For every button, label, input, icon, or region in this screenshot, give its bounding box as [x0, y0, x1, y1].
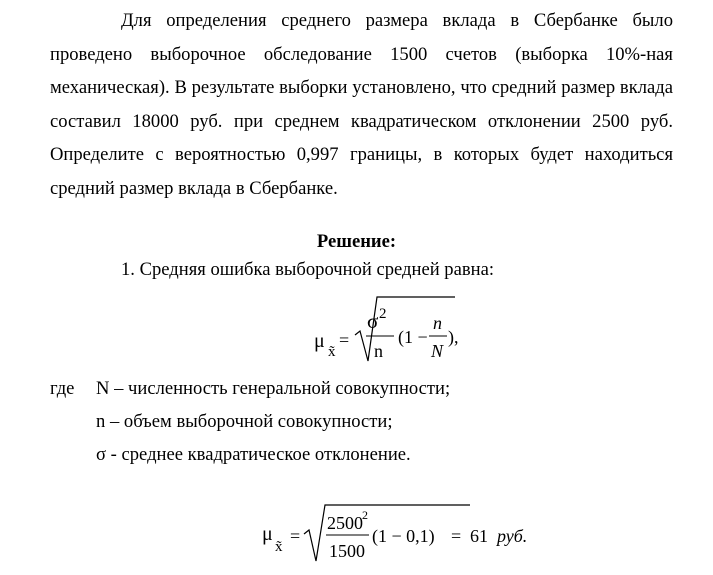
sigma-exponent: 2 — [379, 306, 387, 322]
subscript-x-tilde-2: x̃ — [275, 539, 283, 555]
unit-rub: руб. — [497, 526, 528, 546]
equals-sign-3: = — [451, 526, 462, 546]
subscript-x-tilde: x̃ — [328, 344, 336, 360]
mu-symbol: μ — [314, 330, 325, 352]
def-sigma: σ - среднее квадратическое отклонение. — [96, 444, 411, 465]
paren-open-one-minus: (1 − — [398, 327, 428, 347]
solution-heading: Решение: — [316, 231, 397, 252]
where-word: где — [50, 378, 75, 399]
denominator-1500: 1500 — [329, 541, 365, 561]
paren-close: ), — [448, 327, 459, 347]
numerator-exponent: 2 — [362, 508, 368, 522]
paren-one-minus-point-one: (1 − 0,1) — [372, 526, 435, 546]
equals-sign-2: = — [290, 526, 301, 546]
denominator-n: n — [374, 341, 383, 361]
numerator-2500: 2500 — [327, 513, 363, 533]
def-n: n – объем выборочной совокупности; — [96, 411, 393, 432]
step-1-text: 1. Средняя ошибка выборочной средней равна: — [121, 259, 495, 280]
mu-symbol-2: μ — [262, 523, 273, 545]
sigma-symbol: σ — [367, 309, 379, 333]
problem-text: Для определения среднего размера вклада в Сбербанке было проведено выборочное обследование 1500 счетов (выборка 10%-ная механическая). В результате выборки установлено, что средний размер вклада составил 18000 руб. при среднем квадратическом отклонении 2500 руб. Определите с вероятностью 0,997 границы, в которых будет находиться средний размер вклада в Сбербанке. — [50, 10, 673, 199]
fraction-den-N: N — [431, 341, 444, 361]
fraction-num-n: n — [433, 313, 442, 333]
equals-sign: = — [339, 330, 350, 350]
result-61: 61 — [470, 526, 488, 546]
def-N: N – численность генеральной совокупности; — [96, 378, 451, 399]
